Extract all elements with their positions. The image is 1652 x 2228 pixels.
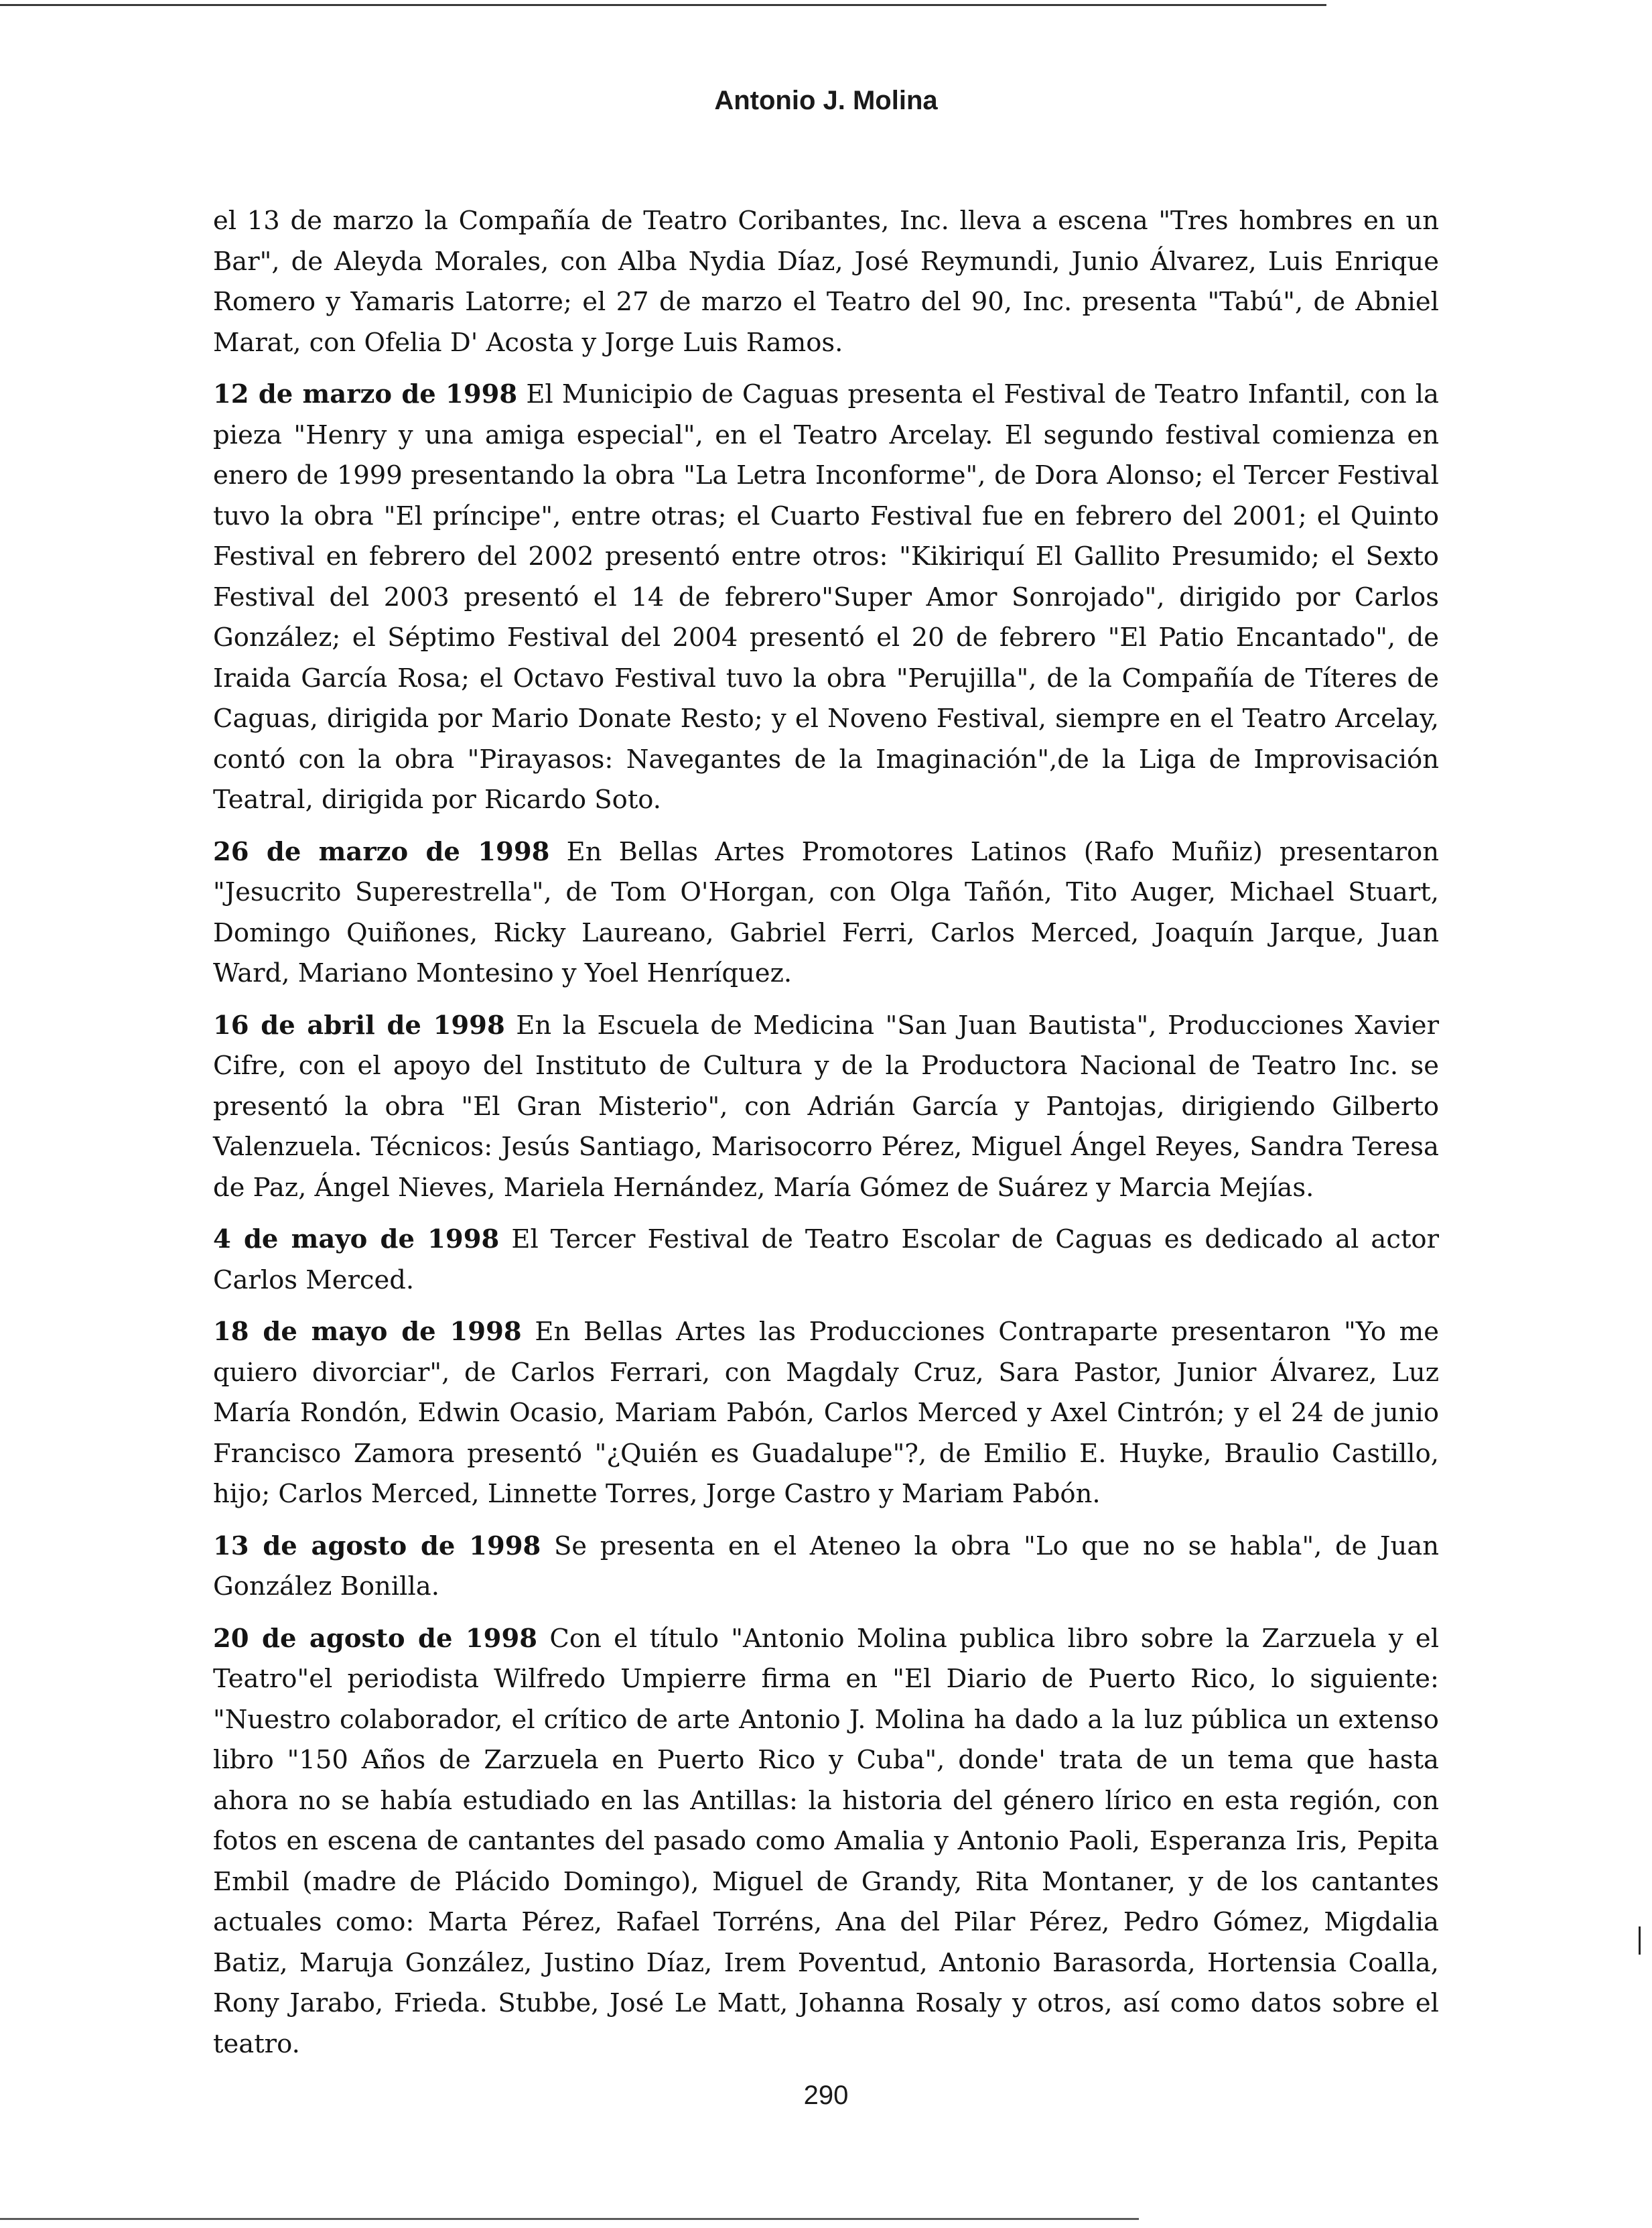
entry-text: El Municipio de Caguas presenta el Festival de Teatro Infantil, con la pieza "Henry y una amiga especial", en el Teatro Arcelay. El segundo festival comienza en enero de 1999 presentando la obra "La Letra Inconforme", de Dora Alonso; el Tercer Festival tuvo la obra "El príncipe", entre otras; el Cuarto Festival fue en febrero del 2001; el Quinto Festival en febrero del 2002 presentó entre otros: "Kikiriquí El Gallito Presumido; el Sexto Festival del 2003 presentó el 14 de febrero"Super Amor Sonrojado", dirigido por Carlos González; el Séptimo Festival del 2004 presentó el 20 de febrero "El Patio Encantado", de Iraida García Rosa; el Octavo Festival tuvo la obra "Perujilla", de la Compañía de Títeres de Caguas, dirigida por Mario Donate Resto; y el Noveno Festival, siempre en el Teatro Arcelay, contó con la obra "Pirayasos: Navegantes de la Imaginación",de la Liga de Improvisación Teatral, dirigida por Ricardo Soto. <box>213 379 1439 815</box>
entry-date: 4 de mayo de 1998 <box>213 1224 500 1254</box>
entry-text: El Tercer Festival de Teatro Escolar de Caguas es dedicado al actor Carlos Merced. <box>213 1224 1440 1295</box>
entry-date: 20 de agosto de 1998 <box>213 1623 538 1654</box>
entry-paragraph <box>213 832 1439 994</box>
entry-text: Con el título "Antonio Molina publica libro sobre la Zarzuela y el Teatro"el periodista Wilfredo Umpierre firma en "El Diario de Puerto Rico, lo siguiente: "Nuestro colaborador, el crítico de arte Antonio J. Molina ha dado a la luz pública un extenso libro "150 Años de Zarzuela en Puerto Rico y Cuba", donde' trata de un tema que hasta ahora no se había estudiado en las Antillas: la historia del género lírico en esta región, con fotos en escena de cantantes del pasado como Amalia y Antonio Paoli, Esperanza Iris, Pepita Embil (madre de Plácido Domingo), Miguel de Grandy, Rita Montaner, y de los cantantes actuales como: Marta Pérez, Rafael Torréns, Ana del Pilar Pérez, Pedro Gómez, Migdalia Batiz, Maruja González, Justino Díaz, Irem Poventud, Antonio Barasorda, Hortensia Coalla, Rony Jarabo, Frieda. Stubbe, José Le Matt, Johanna Rosaly y otros, así como datos sobre el teatro. <box>213 1623 1440 2059</box>
entry-text: Se presenta en el Ateneo la obra "Lo que no se habla", de Juan González Bonilla. <box>213 1530 1440 1601</box>
entry-paragraph <box>213 1619 1439 2065</box>
entry-paragraph <box>213 1526 1439 1608</box>
running-header: Antonio J. Molina <box>714 86 938 115</box>
entry-paragraph <box>213 1220 1439 1301</box>
entry-date: 13 de agosto de 1998 <box>213 1530 541 1561</box>
entry-text: En Bellas Artes Promotores Latinos (Rafo Muñiz) presentaron "Jesucrito Superestrella", de Tom O'Horgan, con Olga Tañón, Tito Auger, Michael Stuart, Domingo Quiñones, Ricky Laureano, Gabriel Ferri, Carlos Merced, Joaquín Jarque, Juan Ward, Mariano Montesino y Yoel Henríquez. <box>213 836 1439 988</box>
entry-date: 26 de marzo de 1998 <box>213 836 550 867</box>
scan-edge-bottom <box>0 2218 1139 2220</box>
intro-paragraph: el 13 de marzo la Compañía de Teatro Coribantes, Inc. lleva a escena "Tres hombres en un Bar", de Aleyda Morales, con Alba Nydia Díaz, José Reymundi, Junio Álvarez, Luis Enrique Romero y Yamaris Latorre; el 27 de marzo el Teatro del 90, Inc. presenta "Tabú", de Abniel Marat, con Ofelia D' Acosta y Jorge Luis Ramos. <box>213 206 1439 358</box>
body-text <box>213 201 1439 2076</box>
entry-date: 12 de marzo de 1998 <box>213 379 518 409</box>
margin-mark <box>1639 1926 1641 1955</box>
entry-text: En Bellas Artes las Producciones Contraparte presentaron "Yo me quiero divorciar", de Carlos Ferrari, con Magdaly Cruz, Sara Pastor, Junior Álvarez, Luz María Rondón, Edwin Ocasio, Mariam Pabón, Carlos Merced y Axel Cintrón; y el 24 de junio Francisco Zamora presentó "¿Quién es Guadalupe"?, de Emilio E. Huyke, Braulio Castillo, hijo; Carlos Merced, Linnette Torres, Jorge Castro y Mariam Pabón. <box>213 1317 1439 1509</box>
entry-date: 18 de mayo de 1998 <box>213 1317 522 1347</box>
entry-paragraph <box>213 375 1439 821</box>
entry-paragraph <box>213 1312 1439 1515</box>
page-number: 290 <box>803 2081 849 2110</box>
scan-edge-top <box>0 4 1326 6</box>
entry-date: 16 de abril de 1998 <box>213 1010 505 1041</box>
entry-text: En la Escuela de Medicina "San Juan Bautista", Producciones Xavier Cifre, con el apoyo del Instituto de Cultura y de la Productora Nacional de Teatro Inc. se presentó la obra "El Gran Misterio", con Adrián García y Pantojas, dirigiendo Gilberto Valenzuela. Técnicos: Jesús Santiago, Marisocorro Pérez, Miguel Ángel Reyes, Sandra Teresa de Paz, Ángel Nieves, Mariela Hernández, María Gómez de Suárez y Marcia Mejías. <box>213 1010 1439 1203</box>
entry-paragraph <box>213 1006 1439 1209</box>
